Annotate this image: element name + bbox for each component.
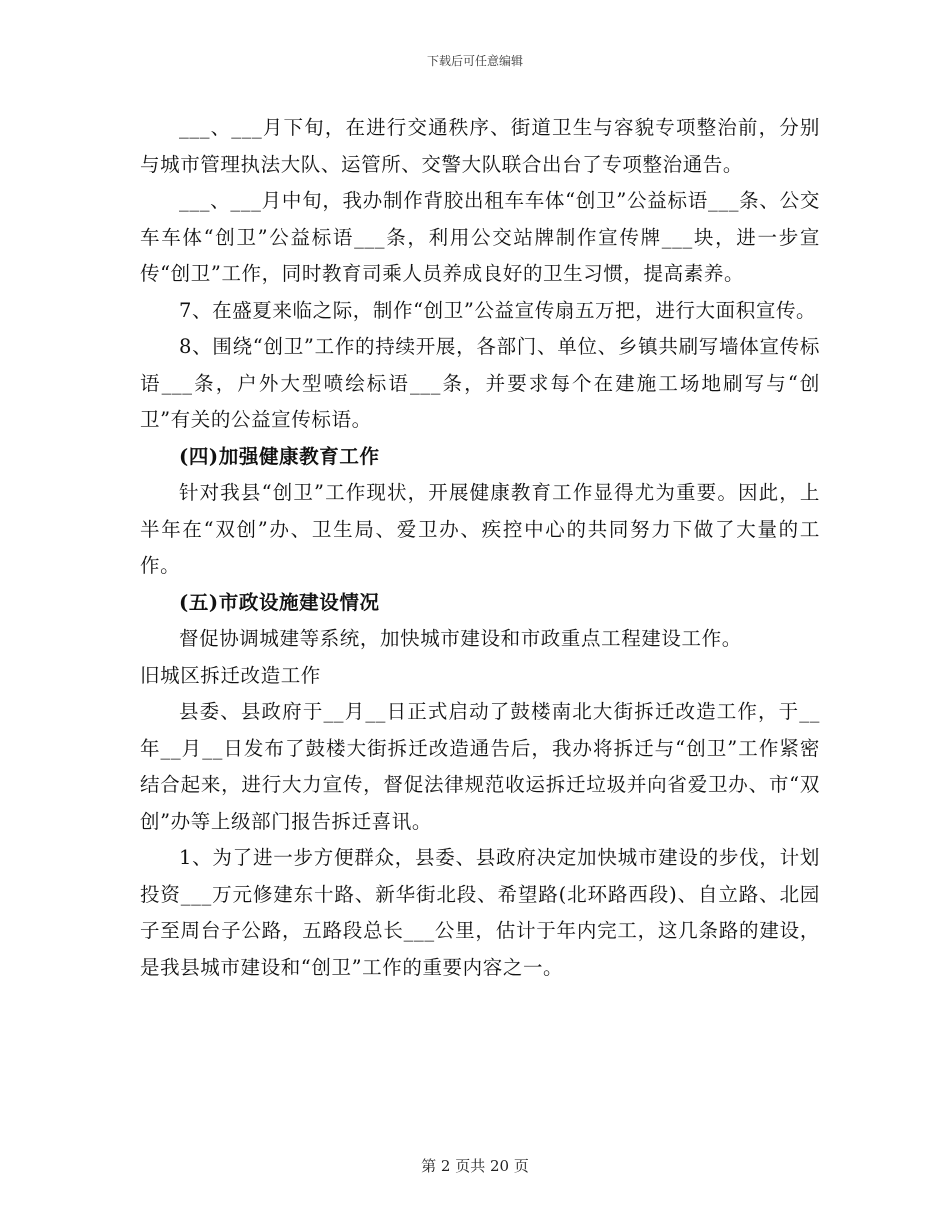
paragraph-vehicle-slogans: ___、___月中旬，我办制作背胶出租车车体“创卫”公益标语___条、公交车车体“创卫”公益标语___条，利用公交站牌制作宣传牌___块，进一步宣传“创卫”工作，同时教育司乘人员养成良好的卫生习惯，提高素养。 bbox=[140, 189, 820, 285]
paragraph-item-7: 7、在盛夏来临之际，制作“创卫”公益宣传扇五万把，进行大面积宣传。 bbox=[179, 298, 817, 322]
paragraph-urban-construction: 督促协调城建等系统，加快城市建设和市政重点工程建设工作。 bbox=[179, 627, 742, 650]
paragraph-health-education: 针对我县“创卫”工作现状，开展健康教育工作显得尤为重要。因此，上半年在“双创”办、卫生局、爱卫办、疾控中心的共同努力下做了大量的工作。 bbox=[140, 481, 820, 577]
paragraph-item-1-roads: 1、为了进一步方便群众，县委、县政府决定加快城市建设的步伐，计划投资___万元修建东十路、新华街北段、希望路(北环路西段)、自立路、北园子至周台子公路，五路段总长___公里，估计于年内完工，这几条路的建设，是我县城市建设和“创卫”工作的重要内容之一。 bbox=[140, 846, 820, 979]
paragraph-demolition: 县委、县政府于__月__日正式启动了鼓楼南北大街拆迁改造工作，于__年__月__日发布了鼓楼大街拆迁改造通告后，我办将拆迁与“创卫”工作紧密结合起来，进行大力宣传，督促法律规范收运拆迁垃圾并向省爱卫办、市“双创”办等上级部门报告拆迁喜讯。 bbox=[140, 700, 820, 833]
document-body bbox=[140, 110, 820, 986]
section-heading-5: (五)市政设施建设情况 bbox=[179, 590, 380, 614]
paragraph-item-8: 8、围绕“创卫”工作的持续开展，各部门、单位、乡镇共刷写墙体宣传标语___条，户外大型喷绘标语___条，并要求每个在建施工场地刷写与“创卫”有关的公益宣传标语。 bbox=[140, 335, 820, 431]
paragraph-traffic-notice: ___、___月下旬，在进行交通秩序、街道卫生与容貌专项整治前，分别与城市管理执法大队、运管所、交警大队联合出台了专项整治通告。 bbox=[140, 116, 820, 176]
page-footer: 第 2 页共 20 页 bbox=[421, 1157, 529, 1175]
page-header: 下载后可任意编辑 bbox=[426, 54, 523, 68]
section-heading-4: (四)加强健康教育工作 bbox=[179, 444, 380, 468]
subheading-old-town: 旧城区拆迁改造工作 bbox=[140, 663, 321, 687]
